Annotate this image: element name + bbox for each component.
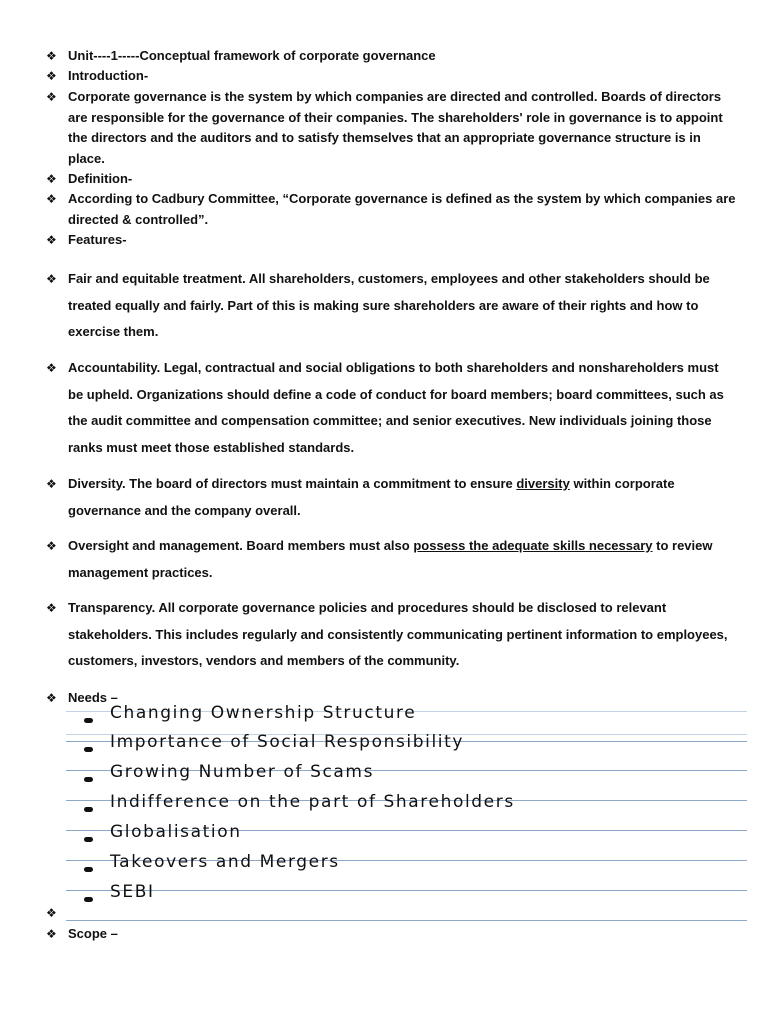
diamond-bullet-icon: ❖ — [46, 49, 57, 63]
diversity-text: Diversity. The board of directors must maintain a commitment to ensure — [68, 476, 517, 491]
feature-fair-treatment: Fair and equitable treatment. All shareholders, customers, employees and other stakeholders should be treated equally and fairly. Part of this is making sure shareholders are aware of their rights and how to exercise them. — [68, 271, 710, 339]
round-bullet-icon — [84, 867, 93, 872]
round-bullet-icon — [84, 747, 93, 752]
feature-transparency: Transparency. All corporate governance policies and procedures should be disclosed to relevant stakeholders. This includes regularly and consistently communicating pertinent information to employees, customers, investors, vendors and members of the community. — [68, 600, 728, 668]
need-label: Growing Number of Scams — [110, 762, 375, 782]
need-row — [66, 852, 747, 891]
diamond-bullet-icon: ❖ — [46, 691, 57, 705]
definition-paragraph: According to Cadbury Committee, “Corporate governance is defined as the system by which companies are directed & controlled”. — [68, 191, 736, 227]
round-bullet-icon — [84, 777, 93, 782]
introduction-heading: Introduction- — [68, 68, 149, 83]
unit-heading: Unit----1-----Conceptual framework of corporate governance — [68, 48, 436, 63]
need-label: Importance of Social Responsibility — [110, 732, 465, 752]
introduction-paragraph: Corporate governance is the system by which companies are directed and controlled. Boards of directors are responsible for the governance of their companies. The shareholders' role in governance is to appoint the directors and the auditors and to satisfy themselves that an appropriate governance structure is in place. — [68, 89, 723, 166]
need-label: SEBI — [110, 882, 155, 902]
scope-heading: Scope – — [68, 926, 118, 941]
diversity-text-end: within corporate governance and the company overall. — [68, 476, 675, 518]
diamond-bullet-icon: ❖ — [46, 90, 57, 104]
skills-link[interactable]: possess the adequate skills necessary — [413, 538, 653, 553]
need-label: Indifference on the part of Shareholders — [110, 792, 515, 812]
diversity-link[interactable]: diversity — [516, 476, 570, 491]
diamond-bullet-icon: ❖ — [46, 539, 57, 553]
oversight-text-end: to review management practices. — [68, 538, 713, 580]
diamond-bullet-icon: ❖ — [46, 272, 57, 286]
feature-accountability: Accountability. Legal, contractual and social obligations to both shareholders and nonshareholders must be upheld. Organizations should define a code of conduct for board members; board committees, such as the audit committee and compensation committee; and senior executives. New individuals joining those ranks must meet those established standards. — [68, 360, 724, 455]
diamond-bullet-icon: ❖ — [46, 906, 57, 920]
diamond-bullet-icon: ❖ — [46, 477, 57, 491]
diamond-bullet-icon: ❖ — [46, 69, 57, 83]
need-label: Globalisation — [110, 822, 242, 842]
diamond-bullet-icon: ❖ — [46, 927, 57, 941]
features-heading: Features- — [68, 232, 127, 247]
round-bullet-icon — [84, 897, 93, 902]
feature-oversight — [68, 533, 736, 586]
definition-heading: Definition- — [68, 171, 133, 186]
needs-heading: Needs – — [68, 690, 118, 705]
diamond-bullet-icon: ❖ — [46, 172, 57, 186]
round-bullet-icon — [84, 718, 93, 723]
feature-diversity — [68, 471, 736, 524]
need-row — [66, 882, 747, 921]
diamond-bullet-icon: ❖ — [46, 361, 57, 375]
round-bullet-icon — [84, 837, 93, 842]
diamond-bullet-icon: ❖ — [46, 192, 57, 206]
round-bullet-icon — [84, 807, 93, 812]
oversight-text: Oversight and management. Board members must also — [68, 538, 414, 553]
diamond-bullet-icon: ❖ — [46, 233, 57, 247]
diamond-bullet-icon: ❖ — [46, 601, 57, 615]
need-label: Takeovers and Mergers — [110, 852, 340, 872]
need-label: Changing Ownership Structure — [110, 703, 417, 723]
